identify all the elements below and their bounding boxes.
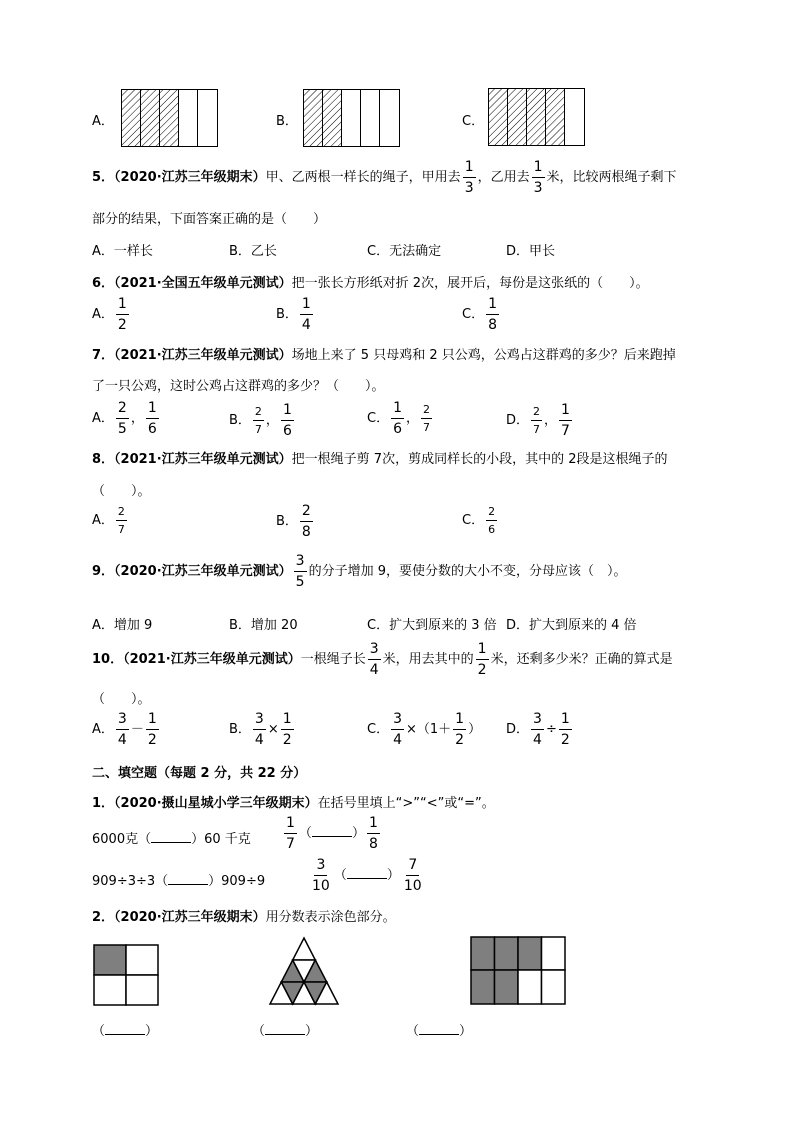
answer-blank[interactable] xyxy=(151,830,191,843)
q10-option-c: C． $\frac{3}{4}$ ×（1＋ $\frac{1}{2}$ ） xyxy=(367,711,482,748)
fill-question-2: 2．（2020·江苏三年级期末）用分数表示涂色部分。 xyxy=(92,910,396,925)
question-6: 6．（2021·全国五年级单元测试）把一张长方形纸对折 2次，展开后，每份是这张纸的（ ）。 xyxy=(92,276,649,291)
fill-q1-row1-left: 6000克（ ）60 千克 xyxy=(92,832,251,847)
q7-option-b: B． $\frac{2}{7}$ ， $\frac{1}{6}$ xyxy=(229,402,292,439)
question-9: 9．（2020·江苏三年级单元测试） $\frac{3}{5}$ 的分子增加 9，要使分数的大小不变，分母应该（ ）。 xyxy=(92,553,627,590)
q6-option-c: C． $\frac{1}{8}$ xyxy=(462,296,497,333)
question-5-line2: 部分的结果，下面答案正确的是（ ） xyxy=(92,212,327,227)
q10-option-a: A． $\frac{3}{4}$ － $\frac{1}{2}$ xyxy=(92,711,157,748)
fill-question-1: 1．（2020·摄山星城小学三年级期末）在括号里填上“>”“<”或“=”。 xyxy=(92,796,495,811)
question-10-line2: （ ）。 xyxy=(92,692,151,707)
q4-option-a-figure xyxy=(121,89,219,147)
q7-option-c: C． $\frac{1}{6}$ ， $\frac{2}{7}$ xyxy=(367,400,431,437)
q4-option-b-figure xyxy=(303,89,401,147)
q7-option-a: A． $\frac{2}{5}$ ， $\frac{1}{6}$ xyxy=(92,400,157,437)
q6-option-b: B． $\frac{1}{4}$ xyxy=(276,296,311,333)
q8-option-b: B． $\frac{2}{8}$ xyxy=(276,503,311,540)
question-5: 5．（2020·江苏三年级期末）甲、乙两根一样长的绳子，甲用去 $\frac{1}{3}$ ，乙用去 $\frac{1}{3}$ 米，比较两根绳子剩下 xyxy=(92,159,677,196)
shaded-square-grid-figure xyxy=(93,944,159,1006)
q9-option-b: B．增加 20 xyxy=(229,618,298,633)
answer-blank[interactable] xyxy=(312,824,352,837)
answer-blank[interactable] xyxy=(105,1022,145,1035)
q5-option-a: A．一样长 xyxy=(92,244,153,259)
answer-blank[interactable] xyxy=(347,866,387,879)
question-8-line2: （ ）。 xyxy=(92,484,151,499)
q7-option-d: D． $\frac{2}{7}$ ， $\frac{1}{7}$ xyxy=(506,402,570,439)
fill-q1-row2-right: $\frac{3}{10}$ （ ） $\frac{7}{10}$ xyxy=(312,857,422,894)
q4-option-a-label: A． xyxy=(92,114,114,129)
answer-blank[interactable] xyxy=(168,872,208,885)
section-title: 二、填空题（每题 2 分，共 22 分） xyxy=(92,766,307,781)
q4-option-b-label: B． xyxy=(276,114,298,129)
q9-option-a: A．增加 9 xyxy=(92,618,153,633)
q6-option-a: A． $\frac{1}{2}$ xyxy=(92,296,127,333)
question-10: 10．（2021·江苏三年级单元测试）一根绳子长 $\frac{3}{4}$ 米，用去其中的 $\frac{1}{2}$ 米，还剩多少米？正确的算式是 xyxy=(92,641,673,678)
fill-q1-row1-right: $\frac{1}{7}$ （ ） $\frac{1}{8}$ xyxy=(286,815,378,852)
question-7-line2: 了一只公鸡，这时公鸡占这群鸡的多少？（ ）。 xyxy=(92,379,385,394)
fill-q2-answer-2: （ ） xyxy=(252,1024,319,1039)
q8-option-c: C． $\frac{2}{6}$ xyxy=(462,505,496,536)
q10-option-b: B． $\frac{3}{4}$ × $\frac{1}{2}$ xyxy=(229,711,292,748)
q9-option-c: C．扩大到原来的 3 倍 xyxy=(367,618,497,633)
q4-option-c-label: C． xyxy=(462,114,485,129)
fill-q2-answer-1: （ ） xyxy=(92,1024,159,1039)
answer-blank[interactable] xyxy=(419,1022,459,1035)
answer-blank[interactable] xyxy=(265,1022,305,1035)
q5-option-b: B．乙长 xyxy=(229,244,277,259)
q4-option-c-figure xyxy=(488,88,586,147)
question-7: 7．（2021·江苏三年级单元测试）场地上来了 5 只母鸡和 2 只公鸡，公鸡占这群鸡的多少？后来跑掉 xyxy=(92,348,676,363)
q5-option-d: D．甲长 xyxy=(506,244,556,259)
q9-option-d: D．扩大到原来的 4 倍 xyxy=(506,618,637,633)
q5-option-c: C．无法确定 xyxy=(367,244,442,259)
q8-option-a: A． $\frac{2}{7}$ xyxy=(92,505,125,536)
shaded-triangle-figure xyxy=(264,936,344,1008)
q10-option-d: D． $\frac{3}{4}$ ÷ $\frac{1}{2}$ xyxy=(506,711,570,748)
question-8: 8．（2021·江苏三年级单元测试）把一根绳子剪 7次，剪成同样长的小段，其中的 2段是这根绳子的 xyxy=(92,452,668,467)
shaded-rectangle-grid-figure xyxy=(470,936,566,1006)
fill-q2-answer-3: （ ） xyxy=(406,1024,473,1039)
fill-q1-row2-left: 909÷3÷3（ ）909÷9 xyxy=(92,874,266,889)
